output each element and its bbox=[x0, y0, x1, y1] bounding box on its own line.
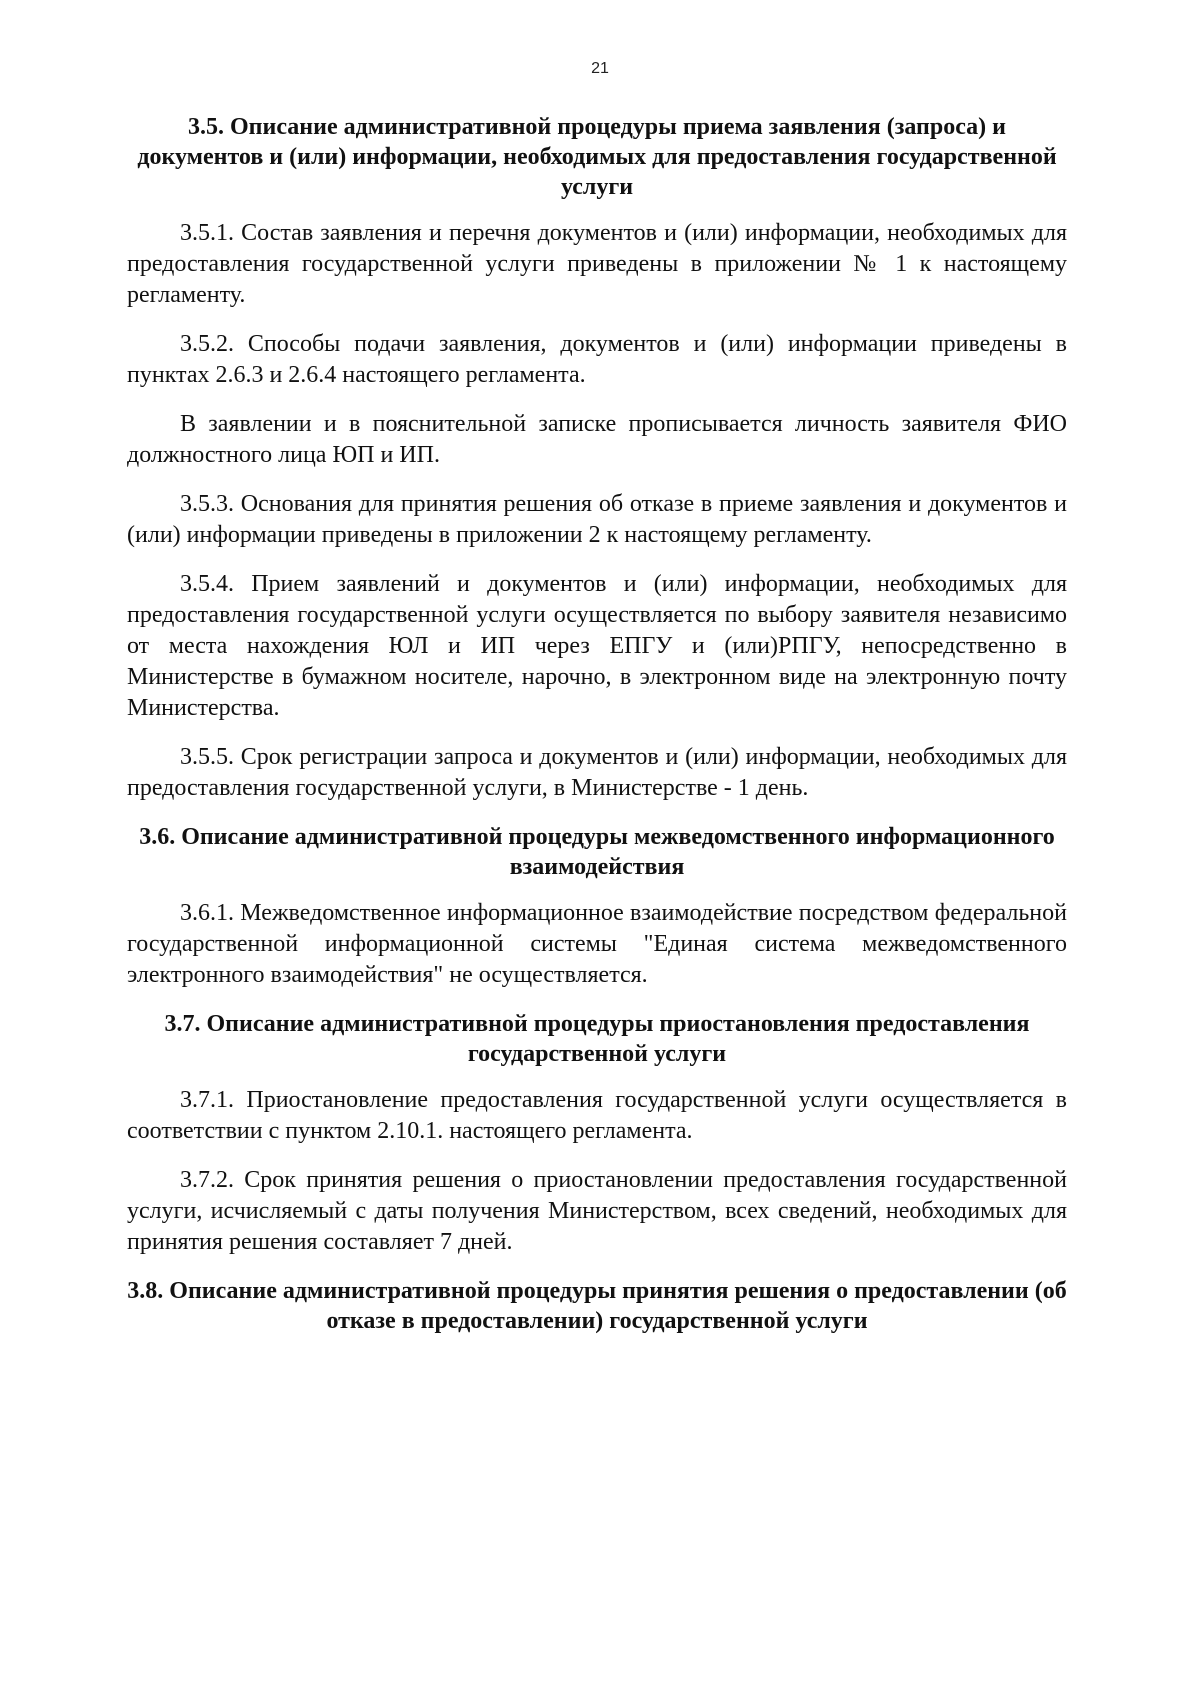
section-3-8 bbox=[127, 1276, 1067, 1336]
section-heading: 3.7. Описание административной процедуры приостановления предоставления государственной услуги bbox=[164, 1011, 1030, 1067]
section-3-6 bbox=[127, 822, 1067, 991]
paragraph-3-5-4: 3.5.4. Прием заявлений и документов и (или) информации, необходимых для предоставления государственной услуги осуществляется по выбору заявителя независимо от места нахождения ЮЛ и ИП через ЕПГУ и (или)РПГУ, непосредственно в Министерстве в бумажном носителе, нарочно, в электронном виде на электронную почту Министерства. bbox=[127, 571, 1067, 721]
paragraph-3-5-2: 3.5.2. Способы подачи заявления, документов и (или) информации приведены в пунктах 2.6.3 и 2.6.4 настоящего регламента. bbox=[127, 331, 1067, 388]
paragraph-applicant-identity: В заявлении и в пояснительной записке прописывается личность заявителя ФИО должностного лица ЮП и ИП. bbox=[127, 411, 1067, 468]
section-heading: 3.8. Описание административной процедуры принятия решения о предоставлении (об отказе в предоставлении) государственной услуги bbox=[127, 1278, 1067, 1334]
paragraph-3-7-2: 3.7.2. Срок принятия решения о приостановлении предоставления государственной услуги, исчисляемый с даты получения Министерством, всех сведений, необходимых для принятия решения составляет 7 дней. bbox=[127, 1167, 1067, 1255]
paragraph-3-6-1: 3.6.1. Межведомственное информационное взаимодействие посредством федеральной государственной информационной системы "Единая система межведомственного электронного взаимодействия" не осуществляется. bbox=[127, 900, 1067, 988]
document-body bbox=[127, 112, 1067, 1352]
section-3-7 bbox=[127, 1009, 1067, 1258]
section-3-5 bbox=[127, 112, 1067, 804]
paragraph-3-7-1: 3.7.1. Приостановление предоставления государственной услуги осуществляется в соответствии с пунктом 2.10.1. настоящего регламента. bbox=[127, 1087, 1067, 1144]
page-number: 21 bbox=[591, 60, 609, 77]
section-heading: 3.5. Описание административной процедуры приема заявления (запроса) и документов и (или) информации, необходимых для предоставления государственной услуги bbox=[137, 114, 1057, 200]
paragraph-3-5-1: 3.5.1. Состав заявления и перечня документов и (или) информации, необходимых для предоставления государственной услуги приведены в приложении № 1 к настоящему регламенту. bbox=[127, 220, 1067, 308]
paragraph-3-5-5: 3.5.5. Срок регистрации запроса и документов и (или) информации, необходимых для предоставления государственной услуги, в Министерстве - 1 день. bbox=[127, 744, 1067, 801]
section-heading: 3.6. Описание административной процедуры межведомственного информационного взаимодействия bbox=[139, 824, 1055, 880]
paragraph-3-5-3: 3.5.3. Основания для принятия решения об отказе в приеме заявления и документов и (или) информации приведены в приложении 2 к настоящему регламенту. bbox=[127, 491, 1067, 548]
